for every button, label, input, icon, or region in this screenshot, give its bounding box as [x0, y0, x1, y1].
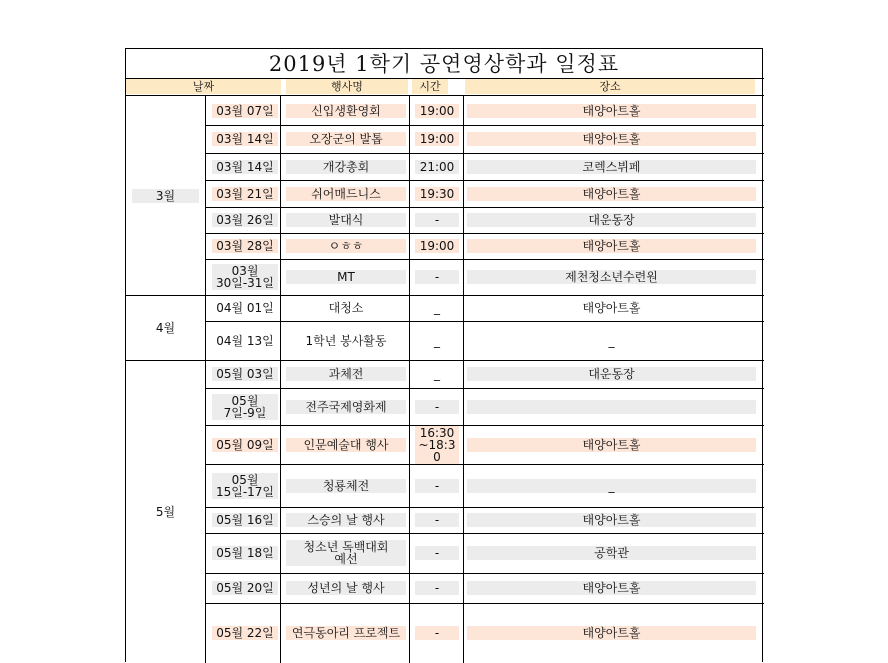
- row-divider: [205, 180, 764, 181]
- time-cell: -: [415, 513, 459, 527]
- time-cell: 16:30 ~18:3 0: [415, 426, 459, 464]
- event-cell: MT: [286, 270, 406, 284]
- event-cell: 과체전: [286, 367, 406, 381]
- event-cell: 개강총회: [286, 160, 406, 174]
- row-divider: [205, 233, 764, 234]
- place-cell: 태양아트홀: [467, 626, 756, 640]
- time-cell: _: [434, 367, 440, 381]
- header-place: 장소: [465, 79, 755, 94]
- event-cell: 발대식: [286, 213, 406, 227]
- event-cell: 오장군의 발톱: [286, 132, 406, 146]
- month-label: 5월: [155, 504, 176, 519]
- row-divider: [205, 388, 764, 389]
- place-cell: [467, 400, 756, 414]
- event-cell: 대청소: [328, 301, 364, 315]
- month-label: 4월: [155, 320, 176, 335]
- event-cell: 신입생환영회: [286, 104, 406, 118]
- time-cell: 19:30: [415, 187, 459, 201]
- place-cell: _: [608, 333, 615, 348]
- event-cell: 1학년 봉사활동: [305, 333, 387, 348]
- date-cell: 05월 20일: [212, 581, 278, 595]
- place-cell: 태양아트홀: [467, 239, 756, 253]
- time-cell: _: [434, 301, 440, 315]
- header-event: 행사명: [286, 79, 408, 94]
- time-cell: -: [415, 400, 459, 414]
- row-divider: [205, 207, 764, 208]
- event-cell: 전주국제영화제: [286, 400, 406, 414]
- date-cell: 04월 01일: [216, 301, 274, 315]
- place-cell: 태양아트홀: [467, 187, 756, 201]
- place-cell: 대운동장: [467, 367, 756, 381]
- place-cell: 태양아트홀: [582, 301, 641, 315]
- row-divider: [126, 360, 764, 361]
- row-divider: [205, 425, 764, 426]
- time-cell: 19:00: [415, 132, 459, 146]
- place-cell: 태양아트홀: [467, 104, 756, 118]
- row-divider: [205, 603, 764, 604]
- date-cell: 03월 21일: [212, 187, 278, 201]
- date-cell: 05월 18일: [212, 546, 278, 560]
- place-cell: 태양아트홀: [467, 132, 756, 146]
- date-cell: 05월 09일: [212, 438, 278, 452]
- time-cell: 19:00: [415, 104, 459, 118]
- row-divider: [205, 259, 764, 260]
- event-cell: 성년의 날 행사: [286, 581, 406, 595]
- place-cell: _: [467, 479, 756, 493]
- row-divider: [126, 95, 764, 96]
- date-cell: 03월 14일: [212, 132, 278, 146]
- place-cell: 제천청소년수련원: [467, 270, 756, 284]
- time-cell: -: [415, 626, 459, 640]
- event-cell: 청소년 독백대회 예선: [286, 540, 406, 566]
- row-divider: [205, 533, 764, 534]
- header-time: 시간: [412, 79, 448, 94]
- time-cell: -: [415, 546, 459, 560]
- header-date: 날짜: [126, 79, 281, 94]
- date-cell: 03월 28일: [212, 239, 278, 253]
- event-cell: ㅇㅎㅎ: [286, 239, 406, 253]
- month-label: 3월: [132, 189, 199, 203]
- row-divider: [205, 153, 764, 154]
- time-cell: 19:00: [415, 239, 459, 253]
- place-cell: 태양아트홀: [467, 438, 756, 452]
- event-cell: 쉬어매드니스: [286, 187, 406, 201]
- date-cell: 04월 13일: [216, 333, 274, 348]
- time-cell: _: [434, 333, 440, 348]
- date-cell: 05월 16일: [212, 513, 278, 527]
- place-cell: 태양아트홀: [467, 581, 756, 595]
- row-divider: [205, 573, 764, 574]
- time-cell: -: [415, 581, 459, 595]
- event-cell: 인문예술대 행사: [286, 438, 406, 452]
- date-cell: 05월 22일: [212, 626, 278, 640]
- event-cell: 스승의 날 행사: [286, 513, 406, 527]
- place-cell: 공학관: [467, 546, 756, 560]
- event-cell: 청룡체전: [286, 479, 406, 493]
- date-cell: 05월 7일-9일: [212, 394, 278, 420]
- date-cell: 03월 07일: [212, 104, 278, 118]
- event-cell: 연극동아리 프로젝트: [286, 626, 406, 640]
- date-cell: 03월 26일: [212, 213, 278, 227]
- date-cell: 03월 30일-31일: [212, 264, 278, 290]
- date-cell: 03월 14일: [212, 160, 278, 174]
- date-cell: 05월 03일: [212, 367, 278, 381]
- schedule-table: [125, 48, 763, 662]
- place-cell: 대운동장: [467, 213, 756, 227]
- row-divider: [205, 321, 764, 322]
- date-cell: 05월 15일-17일: [212, 473, 278, 499]
- time-cell: -: [415, 479, 459, 493]
- row-divider: [205, 507, 764, 508]
- time-cell: -: [415, 213, 459, 227]
- row-divider: [205, 464, 764, 465]
- row-divider: [205, 125, 764, 126]
- place-cell: 태양아트홀: [467, 513, 756, 527]
- row-divider: [126, 78, 764, 79]
- time-cell: -: [415, 270, 459, 284]
- place-cell: 코렉스뷔페: [467, 160, 756, 174]
- time-cell: 21:00: [415, 160, 459, 174]
- page-title: 2019년 1학기 공연영상학과 일정표: [268, 52, 620, 76]
- row-divider: [126, 295, 764, 296]
